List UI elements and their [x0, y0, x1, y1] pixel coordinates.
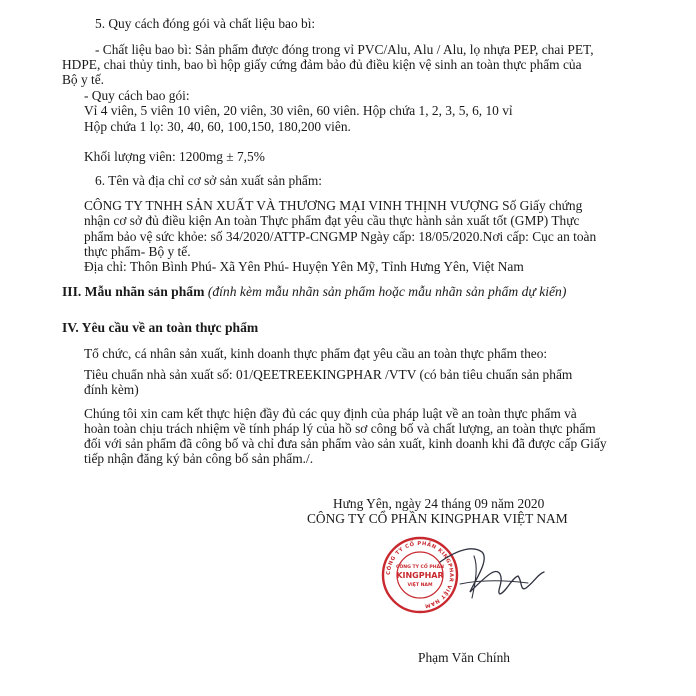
section-3-heading: [62, 284, 566, 299]
commitment-line: đối với sản phẩm đã công bố và chỉ đưa sản phẩm vào sản xuất, kinh doanh khi đã được cấp Giấy: [84, 436, 607, 451]
commitment-line: tiếp nhận đăng ký bản công bố sản phẩm./.: [84, 451, 314, 466]
packaging-spec-line: Vỉ 4 viên, 5 viên 10 viên, 20 viên, 30 viên, 60 viên. Hộp chứa 1, 2, 3, 5, 6, 10 vỉ: [84, 103, 513, 118]
section-4-standard-line: Tiêu chuẩn nhà sản xuất số: 01/QEETREEKINGPHAR /VTV (có bản tiêu chuẩn sản phẩm: [84, 367, 573, 382]
packaging-heading: 5. Quy cách đóng gói và chất liệu bao bì:: [95, 16, 316, 31]
section-4-standard-line: đính kèm): [84, 382, 139, 397]
commitment-line: Chúng tôi xin cam kết thực hiện đầy đủ các quy định của pháp luật về an toàn thực phẩm và: [84, 406, 577, 421]
manufacturer-line: nhận cơ sở đủ điều kiện An toàn Thực phẩm đạt yêu cầu thực hành sản xuất tốt (GMP) Thực: [84, 213, 580, 228]
seal-center-top: CÔNG TY CỔ PHẦN: [395, 565, 445, 570]
commitment-line: hoàn toàn chịu trách nhiệm về tính pháp lý của hồ sơ công bố và chất lượng, an toàn thực phẩm: [84, 421, 596, 436]
seal-center-main: KINGPHAR: [396, 571, 444, 580]
manufacturer-line: thực phẩm- Bộ y tế.: [84, 244, 191, 259]
manufacturer-heading: 6. Tên và địa chỉ cơ sở sản xuất sản phẩm:: [95, 173, 322, 188]
signature-stroke: [460, 581, 528, 584]
signature-stroke: [472, 556, 476, 598]
packaging-spec-line: Hộp chứa 1 lọ: 30, 40, 60, 100,150, 180,200 viên.: [84, 119, 351, 134]
signer-name: Phạm Văn Chính: [418, 650, 511, 665]
packaging-spec-line: - Quy cách bao gói:: [84, 88, 190, 103]
section-4-intro: Tổ chức, cá nhân sản xuất, kinh doanh thực phẩm đạt yêu cầu an toàn thực phẩm theo:: [84, 346, 548, 361]
packaging-weight: Khối lượng viên: 1200mg ± 7,5%: [84, 149, 265, 164]
manufacturer-line: CÔNG TY TNHH SẢN XUẤT VÀ THƯƠNG MẠI VINH THỊNH VƯỢNG Số Giấy chứng: [84, 198, 583, 213]
packaging-material-line: Bộ y tế.: [62, 72, 105, 87]
signature: [430, 540, 550, 610]
packaging-material-line: HDPE, chai thủy tinh, bao bì hộp giấy cứng đảm bảo đủ điều kiện vệ sinh an toàn thực phẩm của: [62, 57, 582, 72]
seal-center-bottom: VIỆT NAM: [407, 583, 433, 588]
signature-stroke: [440, 549, 544, 594]
company-name: CÔNG TY CỔ PHẦN KINGPHAR VIỆT NAM: [307, 511, 568, 526]
place-date: Hưng Yên, ngày 24 tháng 09 năm 2020: [333, 496, 545, 511]
seal-ring-text: CÔNG TY CỔ PHẦN KINGPHAR VIỆT NAM: [385, 540, 455, 609]
manufacturer-address: Địa chỉ: Thôn Bình Phú- Xã Yên Phú- Huyện Yên Mỹ, Tỉnh Hưng Yên, Việt Nam: [84, 259, 524, 274]
manufacturer-line: phẩm bảo vệ sức khỏe: số 34/2020/ATTP-CNGMP Ngày cấp: 18/05/2020.Nơi cấp: Cục an toàn: [84, 229, 597, 244]
packaging-material-line: - Chất liệu bao bì: Sản phẩm được đóng trong vỉ PVC/Alu, Alu / Alu, lọ nhựa PEP, chai PET,: [95, 42, 594, 57]
section-3-title: III. Mẫu nhãn sản phẩm: [62, 284, 205, 299]
section-3-note: (đính kèm mẫu nhãn sản phẩm hoặc mẫu nhãn sản phẩm dự kiến): [207, 284, 567, 299]
section-4-title: IV. Yêu cầu về an toàn thực phẩm: [62, 320, 259, 335]
